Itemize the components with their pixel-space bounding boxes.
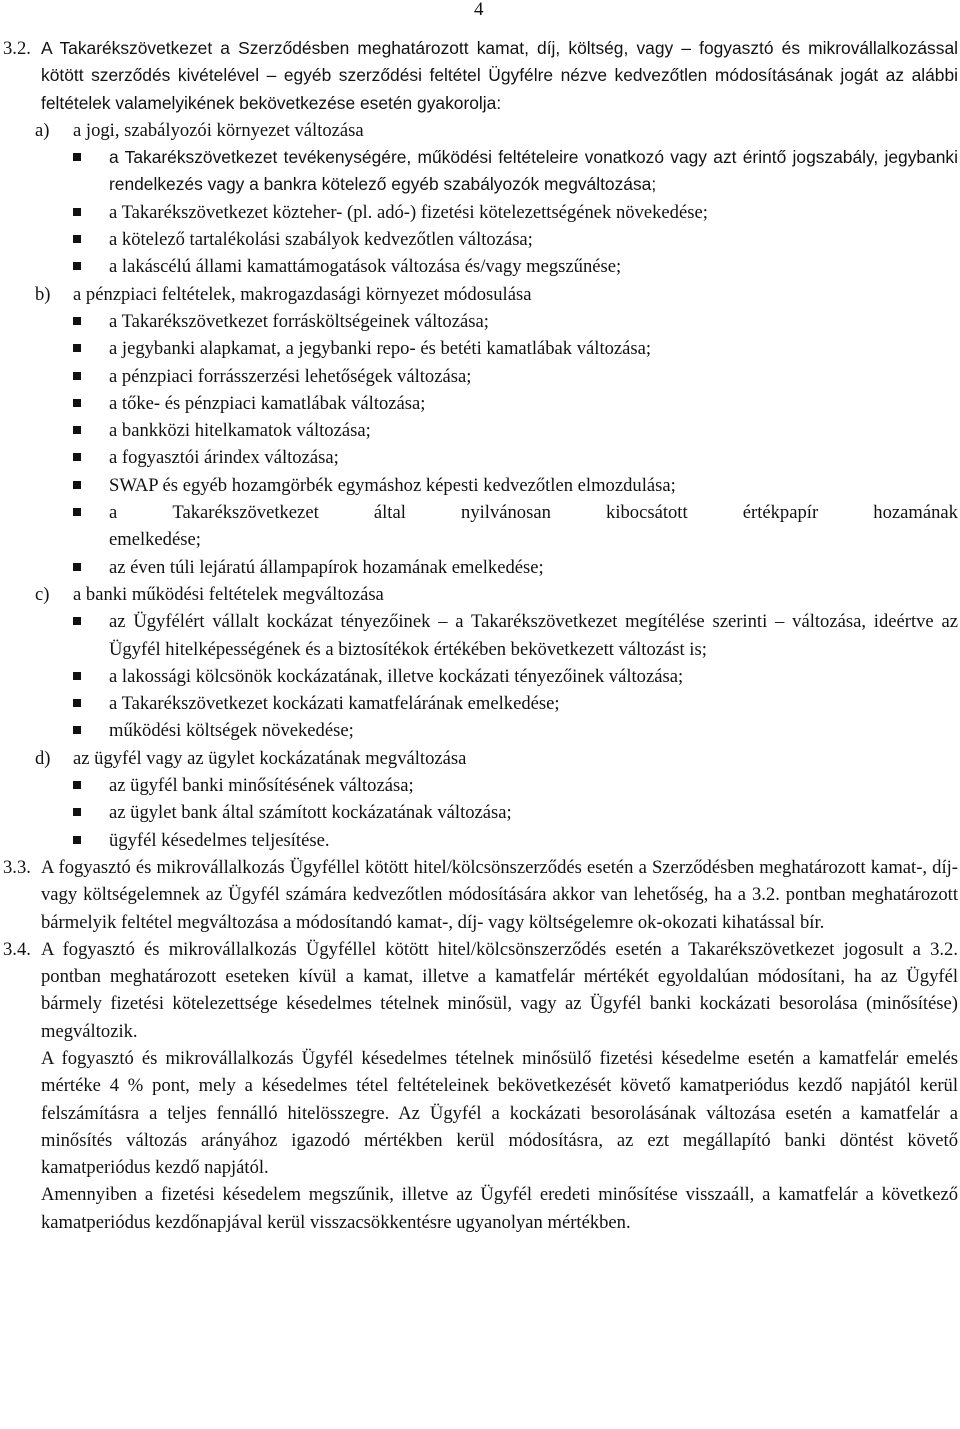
bullet-icon bbox=[73, 772, 109, 799]
bullet-icon bbox=[73, 390, 109, 417]
list-item: a lakossági kölcsönök kockázatának, illetve kockázati tényezőinek változása; bbox=[3, 663, 958, 690]
list-item: a pénzpiaci forrásszerzési lehetőségek változása; bbox=[3, 363, 958, 390]
bullet-icon bbox=[73, 663, 109, 690]
subsection-title: a jogi, szabályozói környezet változása bbox=[73, 119, 364, 141]
paragraph: A fogyasztó és mikrovállalkozás Ügyféllel kötött hitel/kölcsönszerződés esetén a Takarékszövetkezet jogosult a 3.2. pontban meghatározott eseteken kívül a kamat, illetve a kamatfelár mértékét egyoldalúan módosítani, ha az Ügyfél bármely fizetési kötelezettsége késedelmes tételnek minősül, vagy az Ügyfél banki kockázati besorolása (minősítése) megváltozik. bbox=[41, 938, 958, 1042]
list-item: az ügyfél banki minősítésének változása; bbox=[3, 772, 958, 799]
list-item: a jegybanki alapkamat, a jegybanki repo- és betéti kamatlábak változása; bbox=[3, 335, 958, 362]
list-item: az Ügyfélért vállalt kockázat tényezőinek – a Takarékszövetkezet megítélése szerinti – változása, ideértve az Ügyfél hitelképességének és a biztosítékok értékében bekövetkezett változást is; bbox=[3, 608, 958, 663]
bullet-icon bbox=[73, 717, 109, 744]
page-number: 4 bbox=[474, 0, 484, 20]
bullet-icon bbox=[73, 608, 109, 663]
list-item: SWAP és egyéb hozamgörbék egymáshoz képesti kedvezőtlen elmozdulása; bbox=[3, 472, 958, 499]
list-item: a kötelező tartalékolási szabályok kedvezőtlen változása; bbox=[3, 226, 958, 253]
list-item: a Takarékszövetkezet tevékenységére, működési feltételeire vonatkozó vagy azt érintő jogszabály, jegybanki rendelkezés vagy a bankra kötelező egyéb szabályozók megváltozása; bbox=[3, 144, 958, 199]
list-item: a Takarékszövetkezet közteher- (pl. adó-) fizetési kötelezettségének növekedése; bbox=[3, 199, 958, 226]
bullet-icon bbox=[73, 444, 109, 471]
bullet-icon bbox=[73, 417, 109, 444]
list-item: a fogyasztói árindex változása; bbox=[3, 444, 958, 471]
list-item: működési költségek növekedése; bbox=[3, 717, 958, 744]
bullet-icon bbox=[73, 554, 109, 581]
section-3-4 bbox=[3, 936, 958, 1236]
list-item: az ügylet bank által számított kockázatának változása; bbox=[3, 799, 958, 826]
list-item: ügyfél késedelmes teljesítése. bbox=[3, 827, 958, 854]
subsection-label: b) bbox=[35, 283, 51, 305]
paragraph: Amennyiben a fizetési késedelem megszűnik, illetve az Ügyfél eredeti minősítése visszaáll, a kamatfelár a következő kamatperiódus kezdőnapjával kerül visszacsökkentésre ugyanolyan mértékben. bbox=[41, 1184, 958, 1233]
list-item: a lakáscélú állami kamattámogatások változása és/vagy megszűnése; bbox=[3, 253, 958, 280]
list-item: a bankközi hitelkamatok változása; bbox=[3, 417, 958, 444]
subsection-label: d) bbox=[35, 747, 51, 769]
list-item: az éven túli lejáratú állampapírok hozamának emelkedése; bbox=[3, 554, 958, 581]
section-number: 3.2. bbox=[3, 38, 31, 59]
section-3-3-text: A fogyasztó és mikrovállalkozás Ügyféllel kötött hitel/kölcsönszerződés esetén a Szerződésben meghatározott kamat-, díj- vagy költségelemnek az Ügyfél számára kedvezőtlen módosítására akkor van lehetőség, ha a 3.2. pontban meghatározott bármelyik feltétel megváltozása a módosítandó kamat-, díj- vagy költségelemre ok-okozati kihatással bír. bbox=[41, 856, 958, 933]
subsection-d bbox=[3, 745, 958, 772]
subsection-title: a banki működési feltételek megváltozása bbox=[73, 583, 384, 605]
document-body bbox=[3, 35, 958, 1236]
bullet-icon bbox=[73, 799, 109, 826]
subsection-label: a) bbox=[35, 119, 50, 141]
subsection-a bbox=[3, 117, 958, 144]
list-item: a Takarékszövetkezet által nyilvánosan kibocsátott értékpapír hozamának emelkedése; bbox=[3, 499, 958, 554]
list-item: a Takarékszövetkezet forrásköltségeinek változása; bbox=[3, 308, 958, 335]
section-3-2 bbox=[3, 35, 958, 117]
bullet-icon bbox=[73, 144, 109, 199]
section-3-4-body bbox=[41, 936, 958, 1236]
subsection-title: a pénzpiaci feltételek, makrogazdasági környezet módosulása bbox=[73, 283, 532, 305]
subsection-title: az ügyfél vagy az ügylet kockázatának megváltozása bbox=[73, 747, 467, 769]
bullet-icon bbox=[73, 199, 109, 226]
subsection-c bbox=[3, 581, 958, 608]
bullet-icon bbox=[73, 472, 109, 499]
section-3-2-intro: A Takarékszövetkezet a Szerződésben meghatározott kamat, díj, költség, vagy – fogyasztó és mikrovállalkozással kötött szerződés kivételével – egyéb szerződési feltétel Ügyfélre nézve kedvezőtlen módosításának jogát az alábbi feltételek valamelyikének bekövetkezése esetén gyakorolja: bbox=[41, 38, 958, 113]
section-number: 3.3. bbox=[3, 856, 31, 878]
justified-line: a Takarékszövetkezet által nyilvánosan kibocsátott értékpapír hozamának bbox=[109, 502, 958, 524]
paragraph: A fogyasztó és mikrovállalkozás Ügyfél késedelmes tételnek minősülő fizetési késedelme esetén a kamatfelár emelés mértéke 4 % pont, mely a késedelmes tétel feltételeinek bekövetkezését követő kamatperiódus kezdő napjától kerül felszámításra a teljes fennálló hitelösszegre. Az Ügyfél a kockázati besorolásának változása esetén a kamatfelár a minősítés változás arányához igazodó mértékben kerül módosításra, az ezt megállapító banki döntést követő kamatperiódus kezdő napjától. bbox=[41, 1047, 958, 1179]
bullet-icon bbox=[73, 335, 109, 362]
bullet-icon bbox=[73, 308, 109, 335]
bullet-icon bbox=[73, 253, 109, 280]
subsection-label: c) bbox=[35, 583, 50, 605]
list-item: a tőke- és pénzpiaci kamatlábak változása; bbox=[3, 390, 958, 417]
bullet-icon bbox=[73, 499, 109, 554]
list-item: a Takarékszövetkezet kockázati kamatfelárának emelkedése; bbox=[3, 690, 958, 717]
bullet-icon bbox=[73, 690, 109, 717]
section-number: 3.4. bbox=[3, 938, 31, 960]
bullet-icon bbox=[73, 226, 109, 253]
section-3-3 bbox=[3, 854, 958, 936]
bullet-icon bbox=[73, 363, 109, 390]
bullet-icon bbox=[73, 827, 109, 854]
subsection-b bbox=[3, 281, 958, 308]
